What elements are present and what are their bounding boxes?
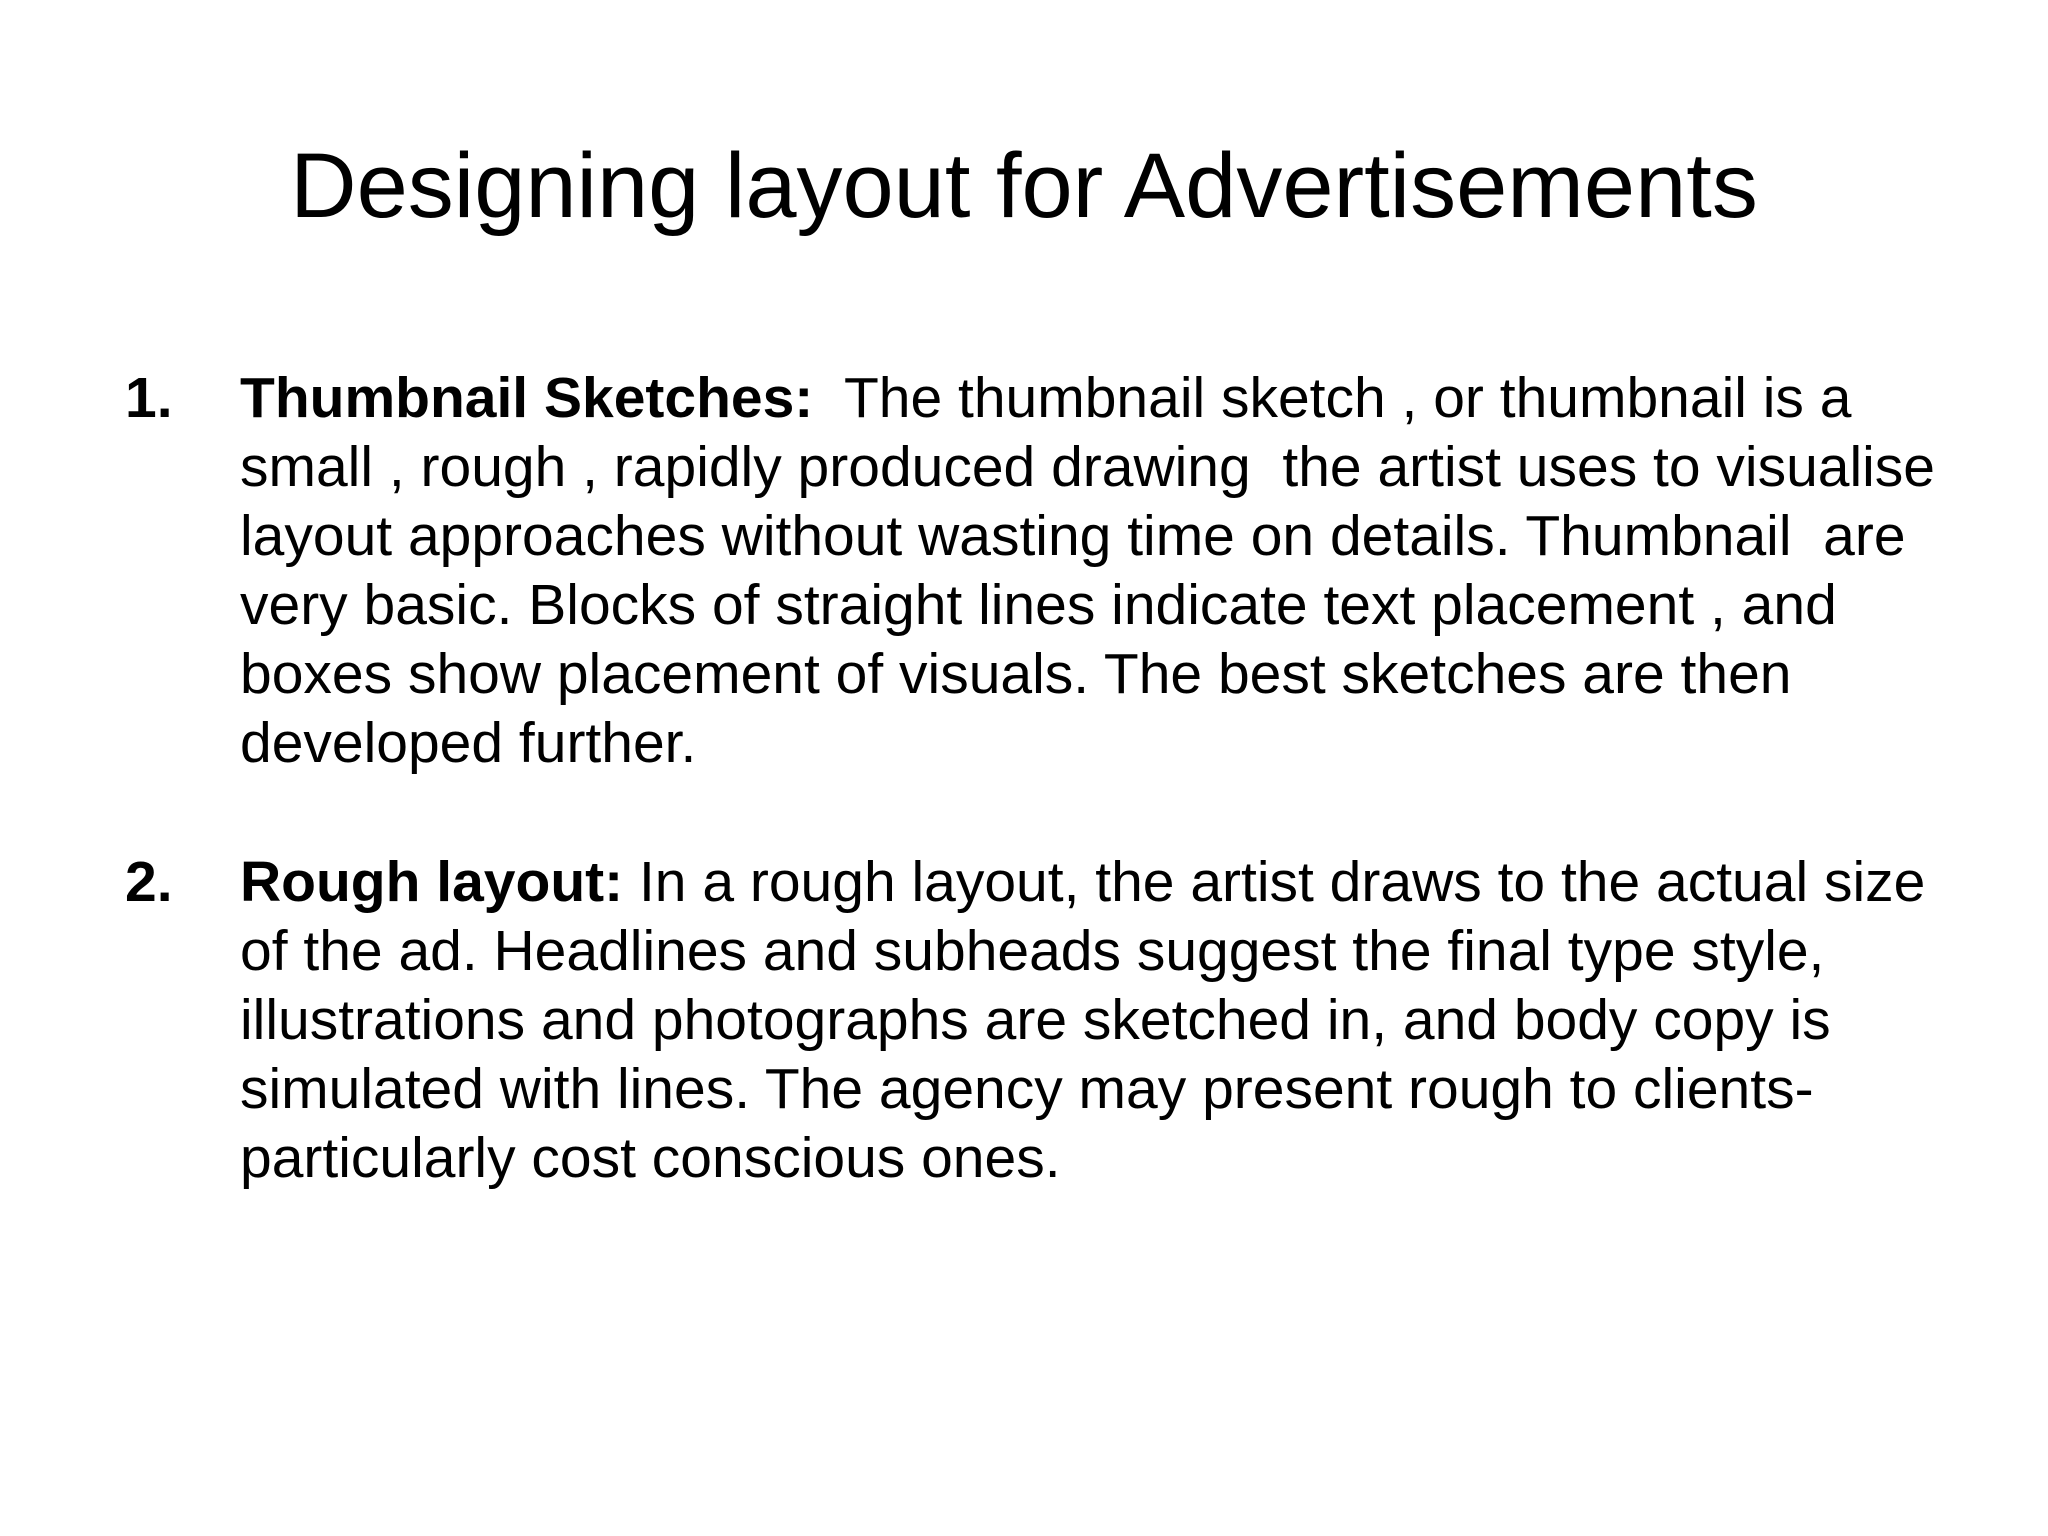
numbered-list — [125, 364, 1951, 1193]
list-item-body: The thumbnail sketch , or thumbnail is a small , rough , rapidly produced drawing the artist uses to visualise layout approaches without wasting time on details. Thumbnail are very basic. Blocks of straight lines indicate text placement , and boxes show placement of visuals. The best sketches are then developed further. — [240, 366, 1951, 775]
list-item-number: 2. — [125, 850, 173, 914]
list-item-rough-layout — [125, 848, 1945, 1193]
list-item-heading: Rough layout: — [240, 850, 624, 914]
slide-title: Designing layout for Advertisements — [290, 135, 1758, 237]
list-item-text — [240, 848, 1945, 1193]
list-item-text — [240, 364, 1951, 778]
list-item-body: In a rough layout, the artist draws to the actual size of the ad. Headlines and subheads suggest the final type style, illustrations and photographs are sketched in, and body copy is simulated with lines. The agency may present rough to clients-particularly cost conscious ones. — [240, 850, 1942, 1190]
list-item-number: 1. — [125, 366, 173, 430]
list-item-heading: Thumbnail Sketches: — [240, 366, 814, 430]
list-item-thumbnail-sketches — [125, 364, 1951, 778]
